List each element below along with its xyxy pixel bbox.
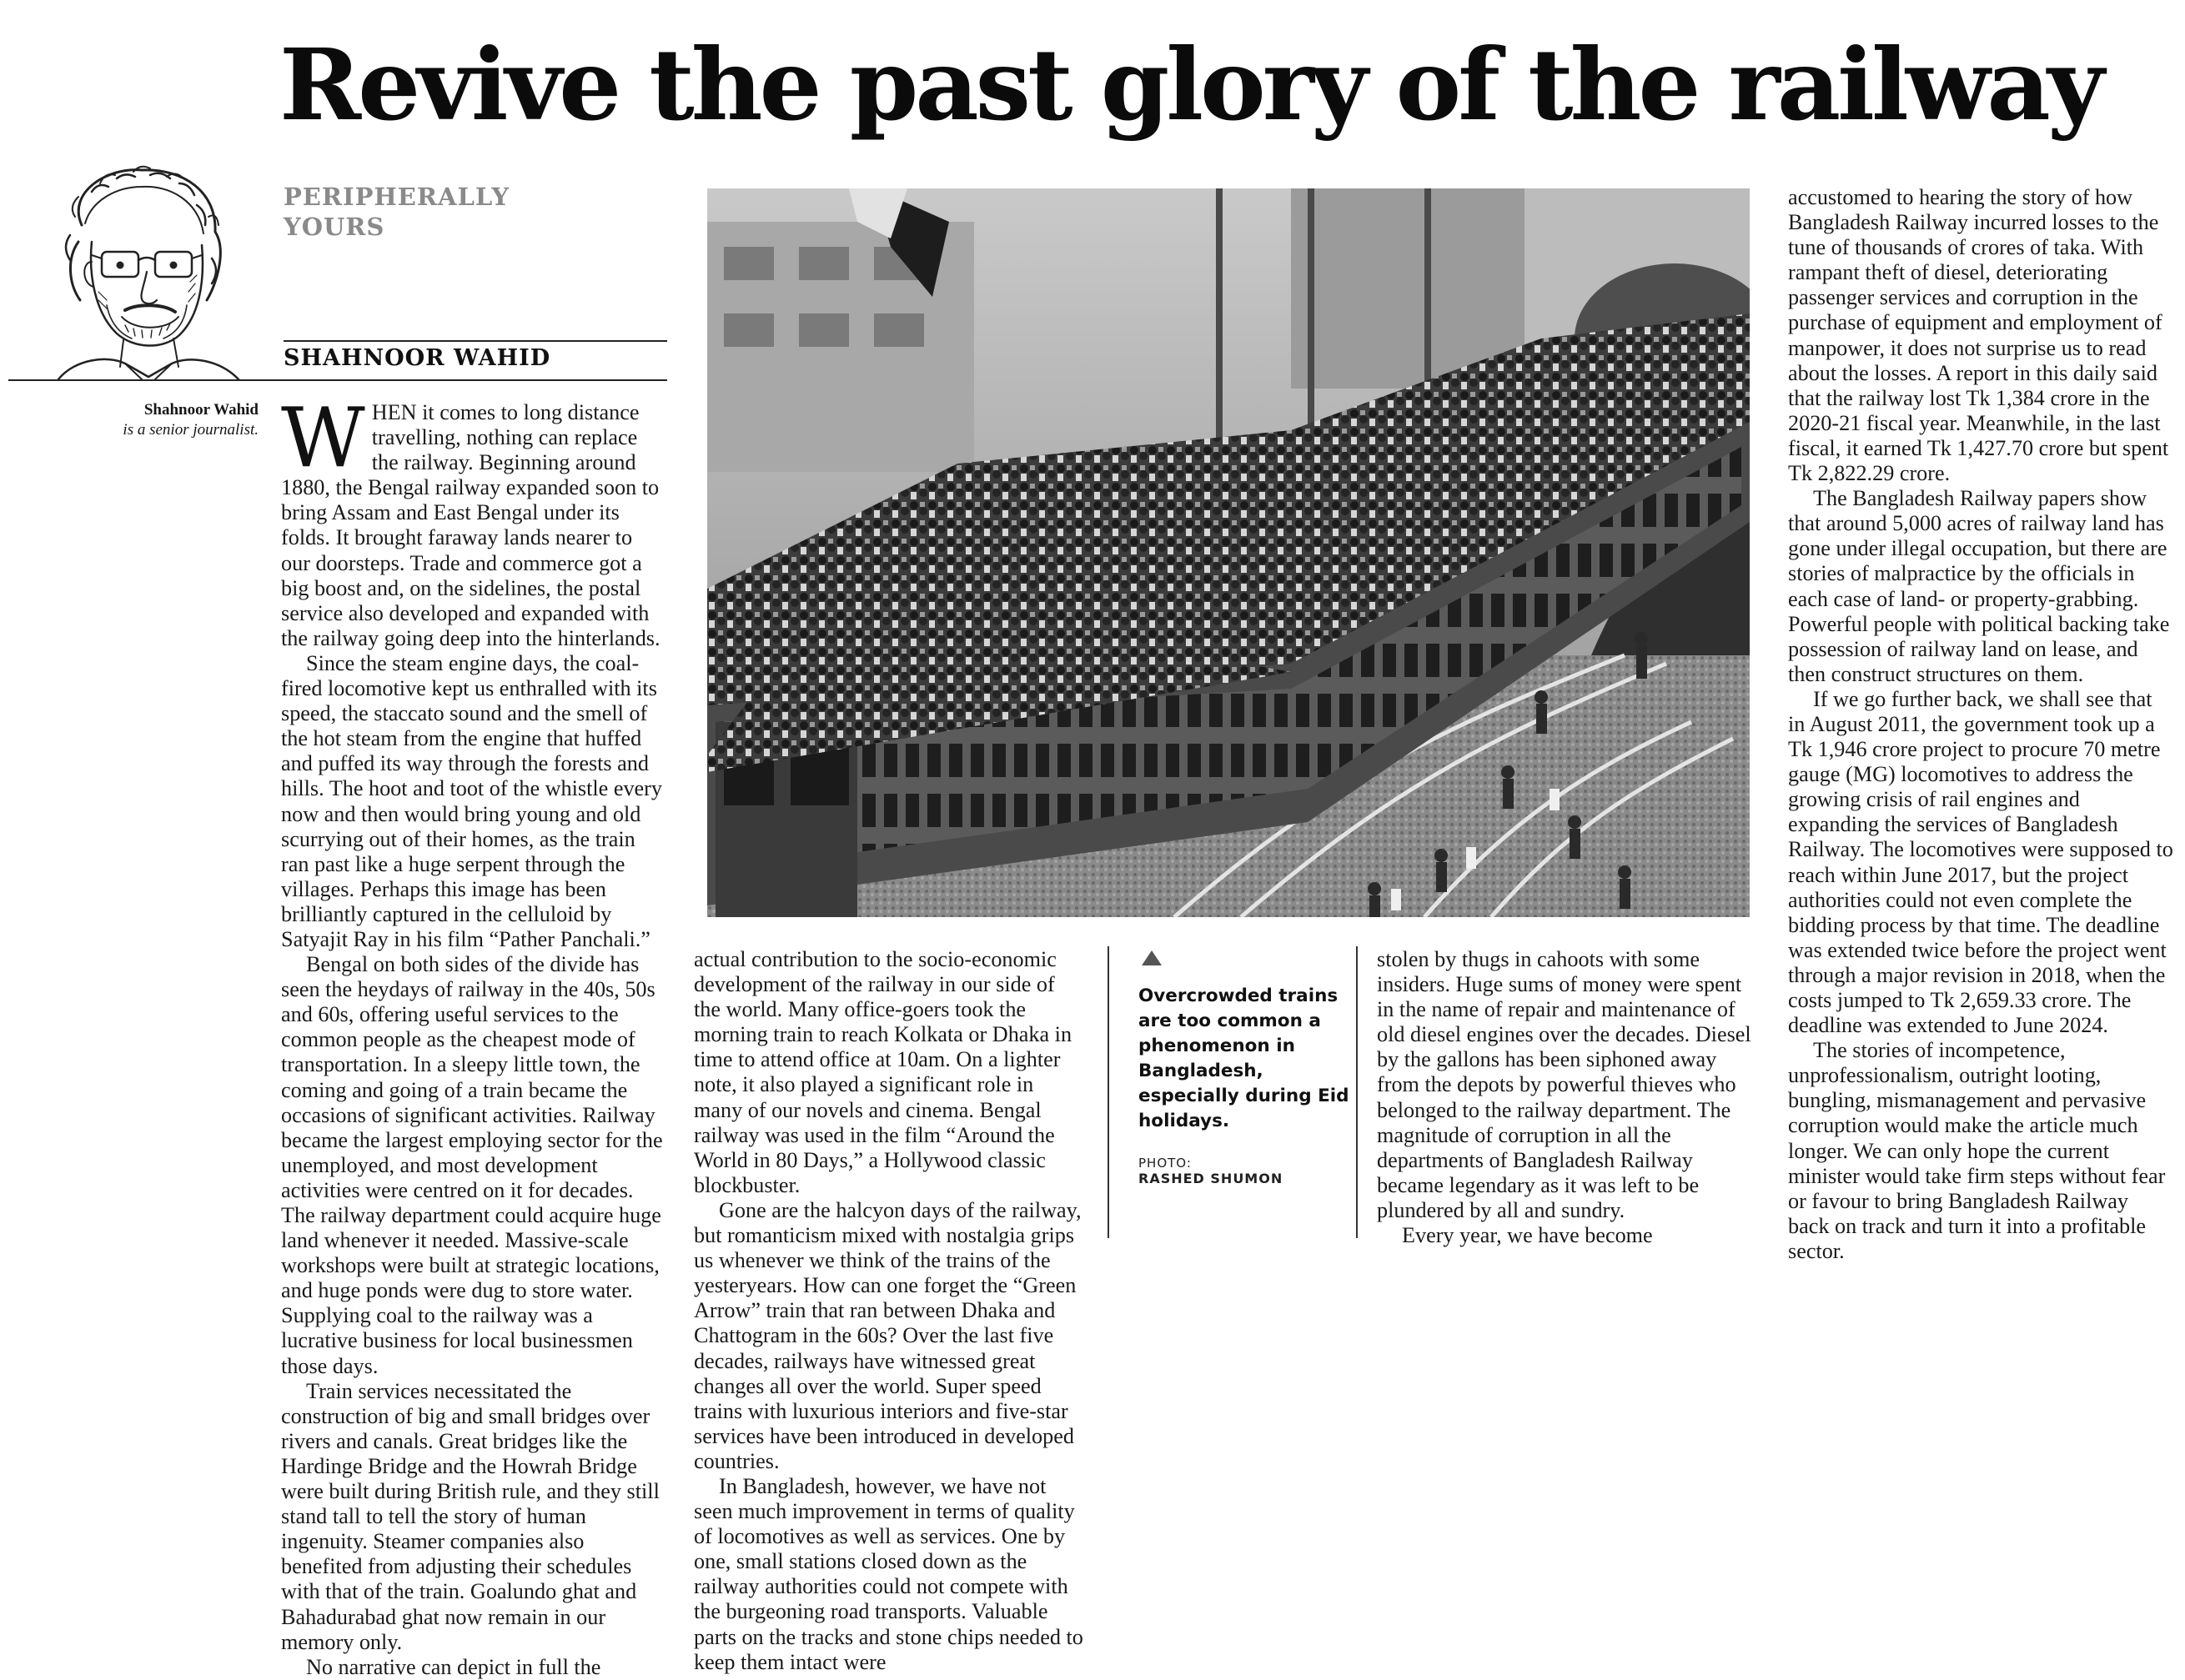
column-name	[284, 182, 659, 242]
article-paragraph: Since the steam engine days, the coal-fired locomotive kept us enthralled with its speed, the staccato sound and the smell of the hot steam from the engine that huffed and puffed its way through the forests and hills. The hoot and toot of the whistle every now and then would bring young and old scurrying out of their homes, as the train ran past like a huge serpent through the villages. Perhaps this image has been brilliantly captured in the celluloid by Satyajit Ray in his film “Pather Panchali.”	[281, 650, 662, 951]
article-paragraph: In Bangladesh, however, we have not seen much improvement in terms of quality of locomotives as well as services. One by one, small stations closed down as the railway authorities could not compete with the burgeoning road transports. Valuable parts on the tracks and stone chips needed to keep them intact were	[694, 1473, 1083, 1674]
caption-arrow-icon	[1142, 950, 1162, 965]
article-column-3	[1377, 947, 1759, 1248]
article-paragraph: No narrative can depict in full the	[306, 1654, 601, 1679]
article-paragraph: Gone are the halcyon days of the railway, but romanticism mixed with nostalgia grips us whenever we think of the trains of the yesteryears. How can one forget the “Green Arrow” train that ran between Dhaka and Chattogram in the 60s? Over the last five decades, railways have witnessed great changes all over the world. Super speed trains with luxurious interiors and five-star services have been introduced in developed countries.	[694, 1197, 1082, 1473]
byline: SHAHNOOR WAHID	[284, 345, 551, 371]
article-paragraph: The Bangladesh Railway papers show that around 5,000 acres of railway land has gone under illegal occupation, but there are stories of malpractice by the officials in each case of land- or property-grabbing. Powerful people with political backing take possession of railway land on lease, and then construct structures on them.	[1788, 486, 2170, 686]
column-name-line: YOURS	[284, 213, 385, 241]
article-paragraph: The stories of incompetence, unprofessionalism, outright looting, bungling, mismanagement and pervasive corruption would make the article much longer. We can only hope the current minister would take firm steps without fear or favour to bring Bangladesh Railway back on track and turn it into a profitable sector.	[1788, 1038, 2166, 1263]
column-name-line: PERIPHERALLY	[284, 183, 510, 211]
author-note-name: Shahnoor Wahid	[143, 401, 259, 419]
article-paragraph	[281, 391, 665, 651]
byline-bottom-rule	[8, 379, 667, 381]
paragraph-text: HEN it comes to long distance travelling, nothing can replace the railway. Beginning around 1880, the Bengal railway expanded soon to bring Assam and East Bengal under its folds. It brought faraway lands nearer to our doorsteps. Trade and commerce got a big boost and, on the sidelines, the postal service also developed and expanded with the railway going deep into the hinterlands.	[281, 400, 661, 650]
author-portrait-illustration	[8, 158, 259, 379]
photo-caption: Overcrowded trains are too common a phenomenon in Bangladesh, especially during Eid holidays.	[1138, 985, 1349, 1131]
caption-right-rule	[1356, 946, 1358, 1238]
article-column-1	[281, 391, 665, 1680]
photo-credit: RASHED SHUMON	[1138, 1171, 1283, 1186]
article-column-4	[1788, 185, 2173, 1264]
article-paragraph: actual contribution to the socio-economic development of the railway in our side of the world. Many office-goers took the morning train to reach Kolkata or Dhaka in time to attend office at 10am. On a lighter note, it also played a significant role in many of our novels and cinema. Bengal railway was used in the film “Around the World in 80 Days,” a Hollywood classic blockbuster.	[694, 947, 1072, 1197]
caption-left-rule	[1108, 946, 1109, 1238]
photo-caption-block	[1138, 950, 1355, 1186]
byline-top-rule	[284, 340, 667, 342]
drop-cap: W	[281, 391, 365, 486]
article-paragraph: Bengal on both sides of the divide has seen the heydays of railway in the 40s, 50s and 60s, offering useful services to the common people as the cheapest mode of transportation. In a sleepy little town, the coming and going of a train became the occasions of significant activities. Railway became the largest employing sector for the unemployed, and most development activities were centred on it for decades. The railway department could acquire huge land whenever it needed. Massive-scale workshops were built at strategic locations, and huge ponds were dug to store water. Supplying coal to the railway was a lucrative business for local businessmen those days.	[281, 952, 663, 1378]
news-photo-overcrowded-train	[707, 188, 1750, 917]
article-column-2	[694, 947, 1084, 1675]
author-note-role: is a senior journalist.	[123, 421, 259, 439]
article-paragraph: If we go further back, we shall see that in August 2011, the government took up a Tk 1,946 crore project to procure 70 metre gauge (MG) locomotives to address the growing crisis of rail engines and expanding the services of Bangladesh Railway. The locomotives were supposed to reach within June 2017, but the project authorities could not even complete the bidding process by that time. The deadline was extended twice before the project went through a major revision in 2018, when the costs jumped to Tk 2,659.33 crore. The deadline was extended to June 2024.	[1788, 686, 2173, 1038]
author-note	[50, 400, 259, 440]
article-paragraph: Train services necessitated the construction of big and small bridges over rivers and canals. Great bridges like the Hardinge Bridge and the Howrah Bridge were built during British rule, and they still stand tall to tell the story of human ingenuity. Steamer companies also benefited from adjusting their schedules with that of the train. Goalundo ghat and Bahadurabad ghat now remain in our memory only.	[281, 1378, 660, 1654]
headline: Revive the past glory of the railway	[279, 27, 2102, 143]
article-paragraph: Every year, we have become	[1402, 1223, 1653, 1248]
photo-credit-label: PHOTO:	[1138, 1156, 1192, 1171]
article-paragraph: accustomed to hearing the story of how Bangladesh Railway incurred losses to the tune of thousands of crores of taka. With rampant theft of diesel, deteriorating passenger services and corruption in the purchase of equipment and employment of manpower, it does not surprise us to read about the losses. A report in this daily said that the railway lost Tk 1,384 crore in the 2020-21 fiscal year. Meanwhile, in the last fiscal, it earned Tk 1,427.70 crore but spent Tk 2,822.29 crore.	[1788, 185, 2169, 486]
article-paragraph: stolen by thugs in cahoots with some insiders. Huge sums of money were spent in the name of repair and maintenance of old diesel engines over the decades. Diesel by the gallons has been siphoned away from the depots by powerful thieves who belonged to the railway department. The magnitude of corruption in all the departments of Bangladesh Railway became legendary as it was left to be plundered by all and sundry.	[1377, 947, 1751, 1222]
